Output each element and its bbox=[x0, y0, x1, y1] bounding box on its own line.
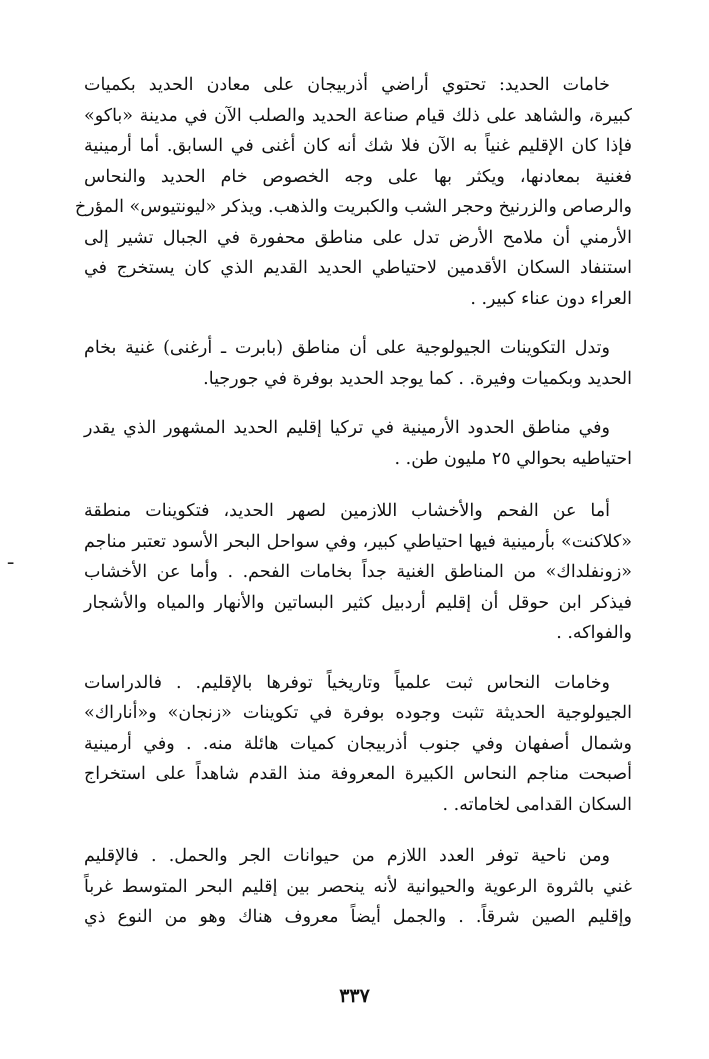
text-line: فغنية بمعادنها، ويكثر بها على وجه الخصوص خام الحديد والنحاس bbox=[84, 166, 632, 187]
page-body bbox=[74, 70, 632, 933]
page-number: ٣٣٧ bbox=[339, 985, 370, 1007]
paragraph-coal-and-wood bbox=[84, 496, 632, 649]
text-line: السكان القدامى لخاماته. . bbox=[442, 794, 632, 815]
text-line: احتياطيه بحوالي ٢٥ مليون طن. . bbox=[394, 448, 632, 469]
text-line: العراء دون عناء كبير. . bbox=[470, 288, 632, 309]
text-line: «كلاكنت» بأرمينية فيها احتياطي كبير، وفي سواحل البحر الأسود تعتبر مناجم bbox=[84, 531, 632, 552]
text-line: «زونفلداك» من المناطق الغنية جداً بخامات الفحم. . وأما عن الأخشاب bbox=[84, 562, 632, 582]
text-line: كبيرة، والشاهد على ذلك قيام صناعة الحديد والصلب الآن في مدينة «باكو» bbox=[84, 105, 632, 126]
text-line: وشمال أصفهان وفي جنوب أذربيجان كميات هائلة منه. . وفي أرمينية bbox=[84, 733, 632, 754]
text-line: خامات الحديد: تحتوي أراضي أذربيجان على معادن الحديد بكميات bbox=[84, 75, 610, 95]
text-line: الجيولوجية الحديثة تثبت وجوده بوفرة في تكوينات «زنجان» و«أناراك» bbox=[84, 703, 632, 723]
paragraph-armenian-borders bbox=[84, 413, 632, 474]
text-line: غني بالثروة الرعوية والحيوانية لأنه ينحصر بين إقليم البحر المتوسط غرباً bbox=[84, 876, 632, 897]
margin-mark: ـ bbox=[8, 548, 14, 569]
text-line: الأرمني أن ملامح الأرض تدل على مناطق محفورة في الجبال تشير إلى bbox=[84, 227, 632, 248]
text-line: استنفاد السكان الأقدمين لاحتياطي الحديد القديم الذي كان يستخرج في bbox=[84, 258, 632, 278]
text-line: أما عن الفحم والأخشاب اللازمين لصهر الحديد، فتكوينات منطقة bbox=[84, 501, 610, 521]
paragraph-copper-ores bbox=[84, 668, 632, 821]
paragraph-geological-formations bbox=[84, 333, 632, 394]
paragraph-draft-animals bbox=[84, 841, 632, 933]
text-line: ومن ناحية توفر العدد اللازم من حيوانات الجر والحمل. . فالإقليم bbox=[84, 846, 610, 866]
text-line: وإقليم الصين شرقاً. . والجمل أيضاً معروف هناك وهو من النوع ذي bbox=[84, 907, 632, 927]
paragraph-iron-ores bbox=[74, 70, 632, 314]
text-line: والفواكه. . bbox=[556, 623, 632, 643]
text-line: أصبحت مناجم النحاس الكبيرة المعروفة منذ القدم شاهداً على استخراج bbox=[84, 764, 632, 784]
text-line: وفي مناطق الحدود الأرمينية في تركيا إقليم الحديد المشهور الذي يقدر bbox=[84, 418, 610, 438]
text-line: والرصاص والزرنيخ وحجر الشب والكبريت والذهب. ويذكر «ليونتيوس» المؤرخ bbox=[74, 197, 632, 217]
text-line: وخامات النحاس ثبت علمياً وتاريخياً توفرها بالإقليم. . فالدراسات bbox=[84, 672, 610, 693]
text-line: فيذكر ابن حوقل أن إقليم أردبيل كثير البساتين والأنهار والمياه والأشجار bbox=[84, 592, 632, 613]
text-line: وتدل التكوينات الجيولوجية على أن مناطق (بابرت ـ أرغنى) غنية بخام bbox=[84, 338, 610, 358]
text-line: فإذا كان الإقليم غنياً به الآن فلا شك أنه كان أغنى في السابق. أما أرمينية bbox=[84, 136, 632, 156]
text-line: الحديد وبكميات وفيرة. . كما يوجد الحديد بوفرة في جورجيا. bbox=[203, 368, 632, 389]
